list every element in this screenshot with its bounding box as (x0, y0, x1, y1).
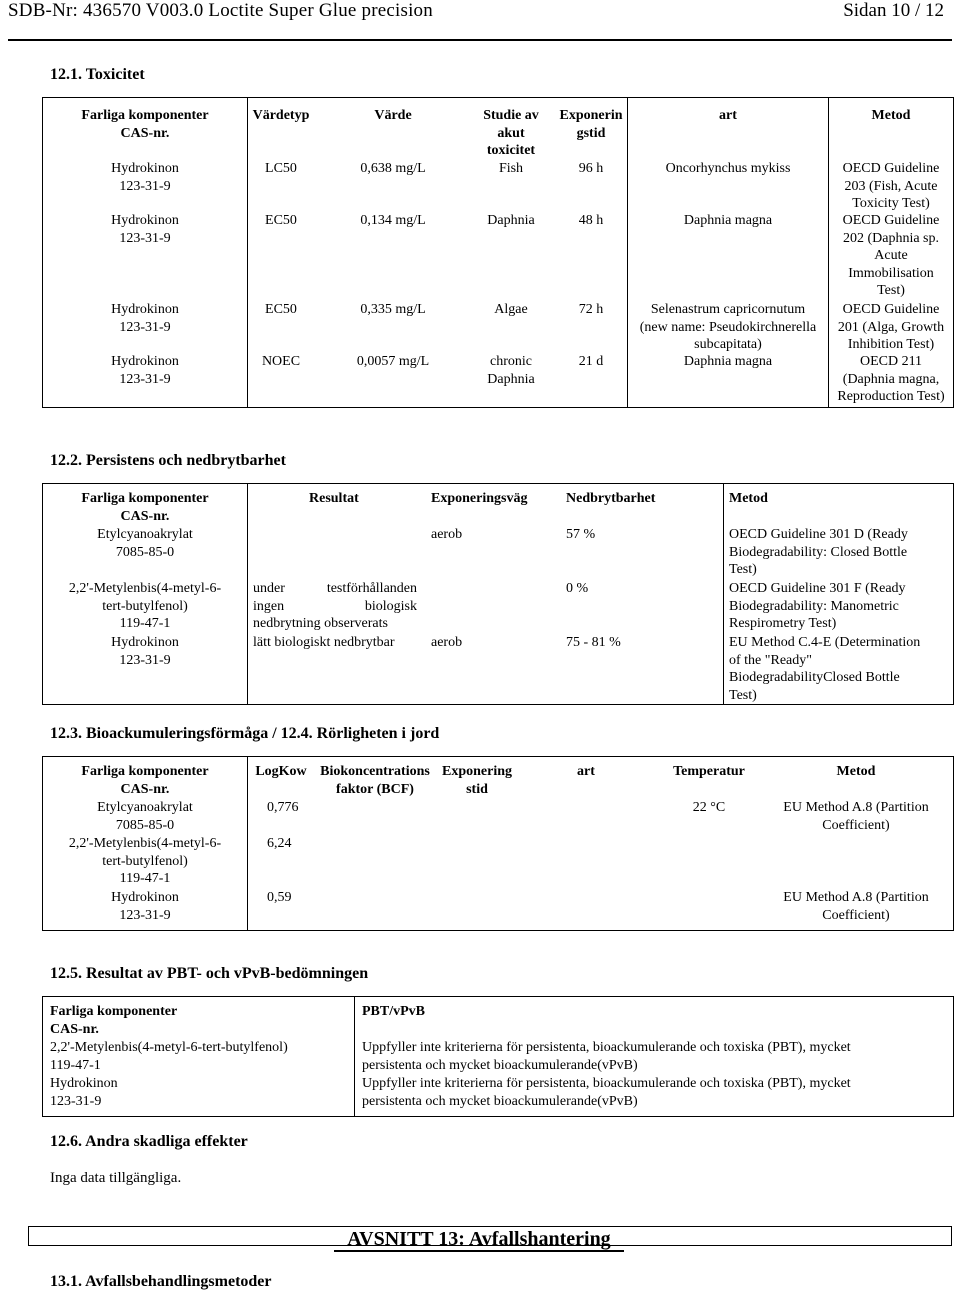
section-12-3-title: 12.3. Bioackumuleringsförmåga / 12.4. Rörligheten i jord (50, 725, 440, 742)
table-cell: 75 - 81 % (566, 635, 621, 650)
table-cell: Fish (498, 161, 524, 176)
bioaccumulation-table (42, 756, 954, 931)
table-cell: Hydrokinon 123-31-9 (111, 890, 179, 923)
table-cell: 0,59 (267, 890, 292, 905)
col-header-component: Farliga komponenter CAS-nr. (81, 764, 209, 797)
table-cell: Daphnia magna (683, 354, 773, 369)
col-header-component: Farliga komponenter CAS-nr. (50, 1004, 178, 1037)
table-cell: under testförhållanden (253, 581, 417, 596)
table-cell: Hydrokinon 123-31-9 (50, 1076, 118, 1109)
table-cell: Etylcyanoakrylat 7085-85-0 (97, 800, 193, 833)
table-cell: Selenastrum capricornutum (new name: Pseudokirchnerella subcapitata) (639, 302, 817, 352)
table-cell: 0,776 (267, 800, 299, 815)
table-cell: OECD Guideline 301 F (Ready Biodegradability: Manometric Respirometry Test) (729, 581, 906, 631)
table-cell: 48 h (578, 213, 604, 228)
table-cell: 2,2'-Metylenbis(4-metyl-6- tert-butylfenol) 119-47-1 (68, 836, 222, 886)
table-cell: Oncorhynchus mykiss (665, 161, 791, 176)
col-header-study: Studie av akut toxicitet (483, 108, 539, 158)
table-cell: 96 h (578, 161, 604, 176)
table-cell: lätt biologiskt nedbrytbar (253, 635, 395, 650)
table-cell: 2,2'-Metylenbis(4-metyl-6- tert-butylfenol) 119-47-1 (68, 581, 222, 631)
table-cell: OECD Guideline 202 (Daphnia sp. Acute Immobilisation Test) (842, 213, 940, 298)
table-cell: EU Method C.4-E (Determination of the "Ready" BiodegradabilityClosed Bottle Test) (729, 635, 921, 703)
pbt-table (42, 996, 954, 1117)
table-cell: Daphnia magna (683, 213, 773, 228)
col-header-result: Resultat (309, 491, 359, 506)
col-header-species: art (577, 764, 595, 779)
table-cell: aerob (431, 635, 463, 650)
section-12-5-title: 12.5. Resultat av PBT- och vPvB-bedömningen (50, 965, 369, 982)
table-cell: EU Method A.8 (Partition Coefficient) (783, 890, 929, 923)
table-cell: Hydrokinon 123-31-9 (111, 302, 179, 335)
col-header-method: Metod (871, 108, 911, 123)
section-12-2-title: 12.2. Persistens och nedbrytbarhet (50, 452, 286, 469)
table-cell: ingen biologisk (253, 598, 417, 614)
col-header-degradability: Nedbrytbarhet (566, 491, 656, 506)
section-13-title: AVSNITT 13: Avfallshantering (334, 1228, 624, 1252)
table-cell: Hydrokinon 123-31-9 (111, 635, 179, 668)
section-12-6-text: Inga data tillgängliga. (50, 1170, 182, 1186)
table-cell: 2,2'-Metylenbis(4-metyl-6-tert-butylfenol) 119-47-1 (50, 1040, 288, 1073)
table-cell: Uppfyller inte kriterierna för persistenta, bioackumulerande och toxiska (PBT), mycket persistenta och mycket bioackumulerande(vPvB) (362, 1040, 851, 1073)
table-cell: 21 d (578, 354, 604, 369)
section-12-1-title: 12.1. Toxicitet (50, 66, 145, 83)
col-header-exposure: Exponerin gstid (559, 108, 623, 141)
table-cell: OECD Guideline 203 (Fish, Acute Toxicity Test) (842, 161, 940, 211)
table-cell: 6,24 (267, 836, 292, 851)
table-cell: Uppfyller inte kriterierna för persistenta, bioackumulerande och toxiska (PBT), mycket persistenta och mycket bioackumulerande(vPvB) (362, 1076, 851, 1109)
table-cell: 0,638 mg/L (360, 161, 426, 176)
col-header-component: Farliga komponenter CAS-nr. (81, 491, 209, 524)
table-cell: 0,0057 mg/L (356, 354, 430, 369)
table-cell: 57 % (566, 527, 596, 542)
table-cell: nedbrytning observerats (253, 616, 388, 631)
table-cell: Hydrokinon 123-31-9 (111, 161, 179, 194)
col-header-route: Exponeringsväg (431, 491, 528, 506)
table-cell: Hydrokinon 123-31-9 (111, 213, 179, 246)
page-number: Sidan 10 / 12 (843, 0, 944, 21)
col-header-value: Värde (374, 108, 412, 123)
table-cell: OECD Guideline 301 D (Ready Biodegradability: Closed Bottle Test) (729, 527, 908, 577)
table-cell: chronic Daphnia (487, 354, 535, 387)
col-header-bcf: Biokoncentrations faktor (BCF) (320, 764, 430, 797)
toxicity-table (42, 97, 954, 408)
table-cell: 22 °C (692, 800, 726, 815)
col-header-pbt: PBT/vPvB (362, 1004, 426, 1019)
persistence-table (42, 483, 954, 705)
table-cell: 72 h (578, 302, 604, 317)
col-header-method: Metod (729, 491, 768, 506)
section-12-6-title: 12.6. Andra skadliga effekter (50, 1133, 248, 1150)
col-header-component: Farliga komponenter CAS-nr. (81, 108, 209, 141)
table-cell: aerob (431, 527, 463, 542)
document-id: SDB-Nr: 436570 V003.0 Loctite Super Glue precision (8, 0, 433, 21)
table-cell: NOEC (261, 354, 301, 369)
col-header-method: Metod (836, 764, 876, 779)
table-cell: Algae (494, 302, 528, 317)
table-cell: EC50 (265, 302, 297, 317)
table-cell: LC50 (265, 161, 297, 176)
col-header-exposure: Exponering stid (441, 764, 512, 797)
col-header-value-type: Värdetyp (252, 108, 310, 123)
table-cell: OECD Guideline 201 (Alga, Growth Inhibition Test) (837, 302, 945, 352)
table-cell: OECD 211 (Daphnia magna, Reproduction Test) (837, 354, 945, 404)
table-cell: Daphnia (487, 213, 535, 228)
table-cell: 0,335 mg/L (360, 302, 426, 317)
col-header-species: art (719, 108, 737, 123)
table-cell: 0 % (566, 581, 589, 596)
table-cell: Hydrokinon 123-31-9 (111, 354, 179, 387)
table-cell: EC50 (265, 213, 297, 228)
table-cell: 0,134 mg/L (360, 213, 426, 228)
header-rule (8, 39, 952, 41)
col-header-temperature: Temperatur (673, 764, 745, 779)
section-13-1-title: 13.1. Avfallsbehandlingsmetoder (50, 1273, 272, 1290)
col-header-logkow: LogKow (255, 764, 307, 779)
table-cell: Etylcyanoakrylat 7085-85-0 (97, 527, 193, 560)
table-cell: EU Method A.8 (Partition Coefficient) (783, 800, 929, 833)
